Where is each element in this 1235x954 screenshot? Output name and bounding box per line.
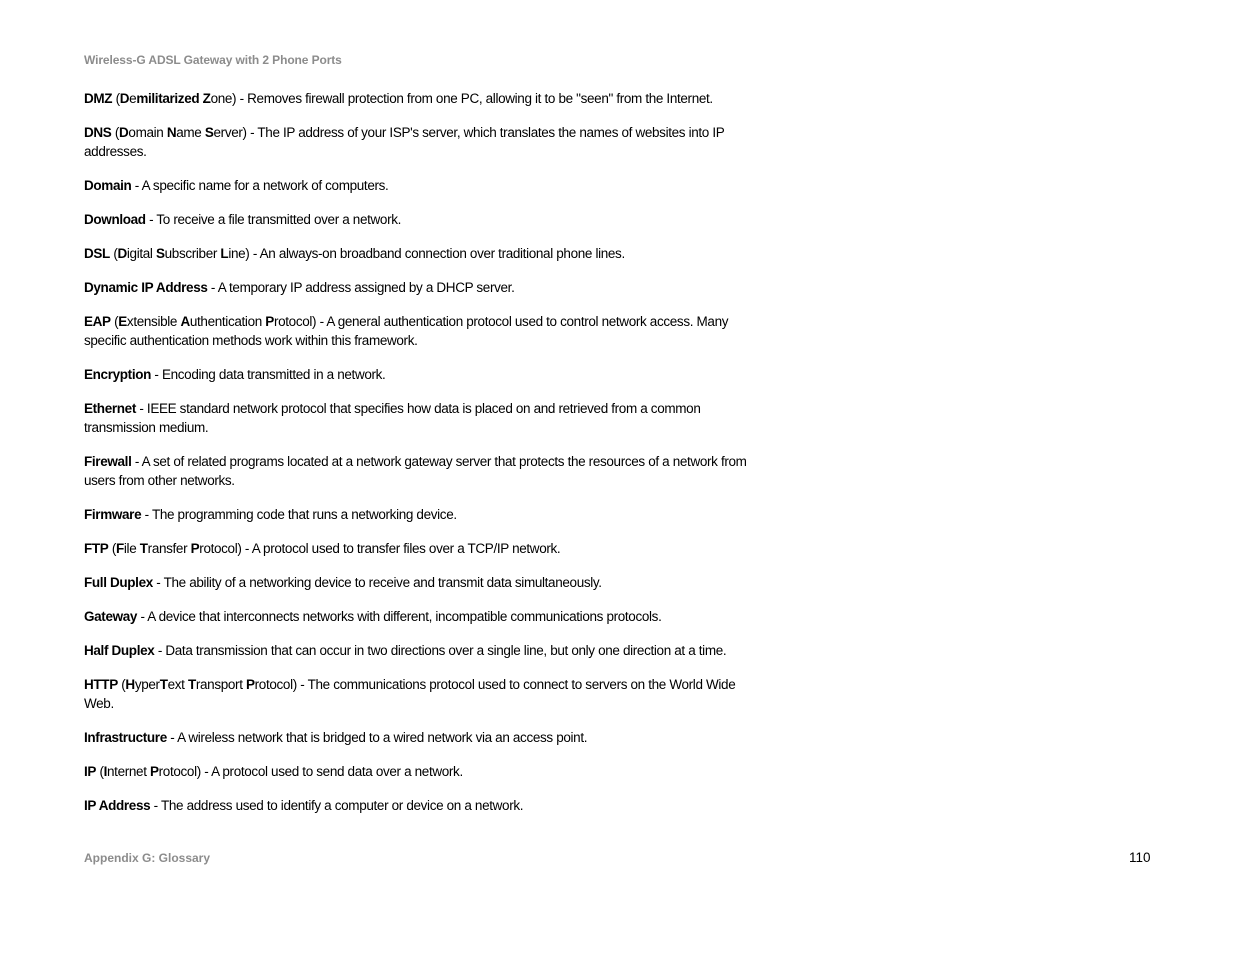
expansion-rest: ransfer (147, 541, 191, 556)
expansion-initial: P (265, 314, 274, 329)
expansion-initial: F (116, 541, 124, 556)
glossary-definition: - The programming code that runs a networking device. (141, 507, 457, 522)
expansion-rest: rotocol (158, 764, 197, 779)
glossary-term: FTP (84, 541, 109, 556)
glossary-definition: - Removes firewall protection from one PC, allowing it to be "seen" from the Internet. (236, 91, 713, 106)
glossary-term: Download (84, 212, 146, 227)
glossary-definition: - A wireless network that is bridged to a wired network via an access point. (166, 730, 588, 745)
glossary-definition: - To receive a file transmitted over a network. (145, 212, 402, 227)
expansion-rest: erver (213, 125, 243, 140)
glossary-definition: - A protocol used to transfer files over a TCP/IP network. (241, 541, 561, 556)
glossary-entry (84, 452, 764, 490)
expansion-initial: L (220, 246, 229, 261)
glossary-entry (84, 278, 764, 297)
glossary-term: Domain (84, 178, 132, 193)
glossary-definition: - A protocol used to send data over a network. (200, 764, 463, 779)
expansion-initial: P (246, 677, 255, 692)
glossary-entry (84, 244, 764, 263)
glossary-expansion: (File Transfer Protocol) (108, 541, 242, 556)
expansion-initial: Z (202, 91, 211, 106)
glossary-entry (84, 312, 764, 350)
glossary-definition: - The IP address of your ISP's server, which translates the names of websites into IP addresses. (84, 125, 725, 159)
glossary-definition: - Data transmission that can occur in two directions over a single line, but only one direction at a time. (154, 643, 727, 658)
glossary-expansion: (Internet Protocol) (96, 764, 201, 779)
glossary-definition: - The address used to identify a computer or device on a network. (150, 798, 524, 813)
glossary-definition: - A set of related programs located at a network gateway server that protects the resources of a network from users from other networks. (84, 454, 747, 488)
glossary-term: Infrastructure (84, 730, 167, 745)
glossary-definition: - A specific name for a network of computers. (131, 178, 389, 193)
glossary-definition: - The communications protocol used to connect to servers on the World Wide Web. (84, 677, 736, 711)
expansion-initial: D (117, 246, 127, 261)
glossary-definition: - The ability of a networking device to receive and transmit data simultaneously. (152, 575, 602, 590)
glossary-term: DMZ (84, 91, 113, 106)
expansion-initial: I (103, 764, 108, 779)
expansion-rest: uthentication (189, 314, 266, 329)
glossary-term: Gateway (84, 609, 138, 624)
expansion-initial: E (118, 314, 127, 329)
glossary-term: Firewall (84, 454, 132, 469)
glossary-term: DSL (84, 246, 110, 261)
glossary-expansion: (Demilitarized Zone) (112, 91, 237, 106)
glossary-term: DNS (84, 125, 112, 140)
glossary-definition: - Encoding data transmitted in a network. (151, 367, 386, 382)
expansion-initial: T (187, 677, 196, 692)
glossary-entry (84, 728, 764, 747)
glossary-entry (84, 762, 764, 781)
glossary-term: Dynamic IP Address (84, 280, 208, 295)
glossary-entry (84, 539, 764, 558)
expansion-rest: ubscriber (164, 246, 221, 261)
expansion-rest: ine (228, 246, 246, 261)
expansion-initial: S (155, 246, 165, 261)
glossary-definition: - A device that interconnects networks with different, incompatible communications protocols. (137, 609, 662, 624)
glossary-expansion: (HyperText Transport Protocol) (117, 677, 297, 692)
glossary-entry (84, 365, 764, 384)
expansion-rest: ile (123, 541, 140, 556)
expansion-initial: S (204, 125, 214, 140)
expansion-rest: rotocol (273, 314, 313, 329)
glossary-expansion: (Domain Name Server) (111, 125, 247, 140)
glossary-entry (84, 573, 764, 592)
glossary-definition: - A general authentication protocol used to control network access. Many specific authentication methods work within this framework. (84, 314, 729, 348)
glossary-term: EAP (84, 314, 111, 329)
glossary-term: Ethernet (84, 401, 136, 416)
expansion-rest: ransport (195, 677, 246, 692)
expansion-rest: e (129, 91, 137, 106)
expansion-rest: yper (134, 677, 160, 692)
glossary-entry (84, 505, 764, 524)
expansion-initial: mi (136, 91, 152, 106)
glossary-definition: - An always-on broadband connection over traditional phone lines. (249, 246, 625, 261)
glossary-expansion: (Extensible Authentication Protocol) (110, 314, 317, 329)
expansion-rest: one (210, 91, 233, 106)
expansion-initial: P (150, 764, 159, 779)
expansion-initial: T (139, 541, 148, 556)
expansion-initial: A (180, 314, 190, 329)
expansion-rest: rotocol (254, 677, 293, 692)
glossary-expansion: (Digital Subscriber Line) (109, 246, 250, 261)
expansion-rest: omain (128, 125, 167, 140)
glossary-list (84, 89, 764, 830)
expansion-initial: litarized (151, 91, 203, 106)
expansion-initial: D (119, 125, 129, 140)
glossary-term: Firmware (84, 507, 142, 522)
page-number: 110 (1129, 850, 1151, 865)
page-header: Wireless-G ADSL Gateway with 2 Phone Ports (84, 53, 342, 67)
glossary-entry (84, 210, 764, 229)
glossary-definition: - IEEE standard network protocol that specifies how data is placed on and retrieved from a common transmission medium. (84, 401, 701, 435)
glossary-entry (84, 641, 764, 660)
glossary-entry (84, 607, 764, 626)
expansion-rest: xtensible (126, 314, 181, 329)
glossary-term: Encryption (84, 367, 152, 382)
glossary-term: Half Duplex (84, 643, 155, 658)
glossary-definition: - A temporary IP address assigned by a DHCP server. (207, 280, 515, 295)
glossary-term: IP Address (84, 798, 151, 813)
expansion-rest: rotocol (199, 541, 238, 556)
expansion-initial: D (119, 91, 130, 106)
expansion-initial: T (159, 677, 168, 692)
glossary-entry (84, 176, 764, 195)
page-footer-section: Appendix G: Glossary (84, 851, 211, 865)
glossary-term: Full Duplex (84, 575, 153, 590)
glossary-entry (84, 123, 764, 161)
glossary-term: IP (84, 764, 97, 779)
expansion-initial: P (190, 541, 200, 556)
glossary-entry (84, 89, 764, 108)
glossary-entry (84, 675, 764, 713)
expansion-rest: ame (176, 125, 205, 140)
expansion-rest: igital (126, 246, 156, 261)
glossary-term: HTTP (84, 677, 118, 692)
expansion-initial: H (125, 677, 135, 692)
expansion-initial: N (166, 125, 177, 140)
glossary-entry (84, 796, 764, 815)
expansion-rest: nternet (107, 764, 150, 779)
expansion-rest: ext (167, 677, 188, 692)
glossary-entry (84, 399, 764, 437)
